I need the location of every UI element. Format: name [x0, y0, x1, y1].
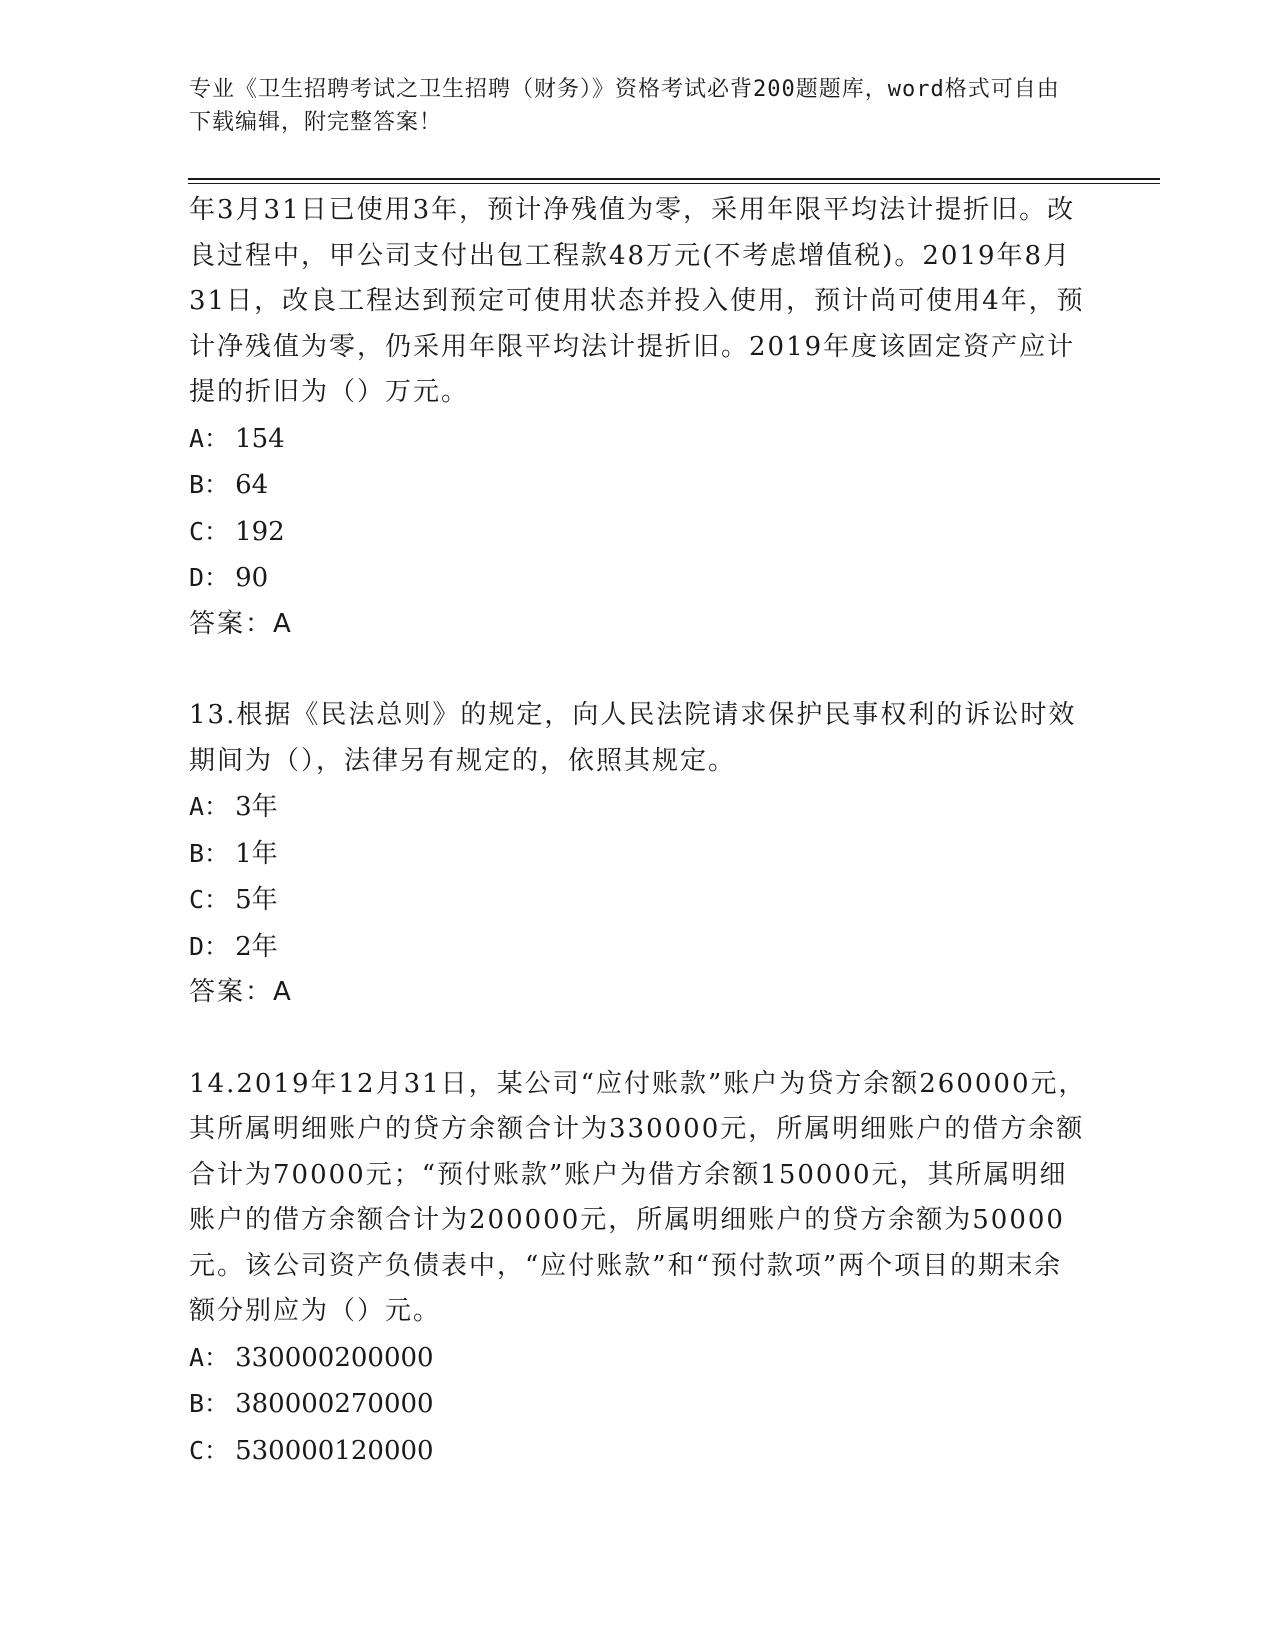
option-c	[189, 1428, 1089, 1475]
option-d	[189, 555, 1089, 602]
option-value: 64	[235, 470, 269, 500]
answer: 答案：A	[189, 608, 293, 639]
option-value: 530000120000	[235, 1435, 434, 1466]
option-a	[189, 784, 1089, 831]
option-c	[189, 877, 1089, 924]
header-divider-thin	[188, 183, 1160, 184]
option-key: C：	[189, 885, 230, 914]
option-key: A：	[189, 1342, 230, 1372]
question-13	[189, 693, 1089, 1016]
option-key: C：	[189, 516, 230, 546]
option-value: 330000200000	[235, 1342, 434, 1373]
question-text: 14.2019年12月31日，某公司“应付账款”账户为贷方余额260000元，其所属明细账户的贷方余额合计为330000元，所属明细账户的借方余额合计为70000元；“预付账款”账户为借方余额150000元，其所属明细账户的借方余额合计为200000元，所属明细账户的贷方余额为50000元。该公司资产负债表中，“应付账款”和“预付款项”两个项目的期末余额分别应为（）元。	[189, 1068, 1087, 1326]
option-c	[189, 509, 1089, 556]
option-value: 1年	[235, 838, 278, 869]
header-title: 专业《卫生招聘考试之卫生招聘（财务）》资格考试必背200题题库，word格式可自由下载编辑，附完整答案！	[189, 77, 1060, 135]
header-divider	[188, 178, 1160, 180]
option-key: A：	[189, 423, 230, 453]
question-12	[189, 188, 1089, 647]
option-value: 90	[235, 563, 269, 593]
page-header	[189, 73, 1069, 139]
option-b	[189, 462, 1089, 509]
option-b	[189, 1381, 1089, 1428]
option-value: 5年	[235, 885, 278, 915]
option-value: 3年	[235, 792, 278, 822]
option-a	[189, 1335, 1089, 1382]
question-text: 年3月31日已使用3年，预计净残值为零，采用年限平均法计提折旧。改良过程中，甲公司支付出包工程款48万元(不考虑增值税)。2019年8月31日，改良工程达到预定可使用状态并投入使用，预计尚可使用4年，预计净残值为零，仍采用年限平均法计提折旧。2019年度该固定资产应计提的折旧为（）万元。	[189, 195, 1085, 407]
answer: 答案：A	[189, 977, 293, 1007]
option-key: B：	[189, 838, 230, 868]
option-key: B：	[189, 1389, 230, 1418]
question-list	[189, 188, 1089, 1474]
option-d	[189, 924, 1089, 971]
option-key: B：	[189, 470, 230, 499]
spacer	[189, 1016, 1089, 1062]
option-value: 380000270000	[235, 1389, 434, 1419]
spacer	[189, 647, 1089, 693]
question-text: 13.根据《民法总则》的规定，向人民法院请求保护民事权利的诉讼时效期间为（），法律另有规定的，依照其规定。	[189, 700, 1077, 776]
option-b	[189, 831, 1089, 878]
option-key: D：	[189, 563, 230, 592]
option-value: 154	[235, 423, 285, 454]
option-value: 2年	[235, 931, 278, 962]
option-value: 192	[235, 516, 285, 547]
question-14	[189, 1062, 1089, 1475]
option-key: A：	[189, 792, 230, 821]
option-key: D：	[189, 931, 230, 961]
option-a	[189, 416, 1089, 463]
option-key: C：	[189, 1435, 230, 1465]
